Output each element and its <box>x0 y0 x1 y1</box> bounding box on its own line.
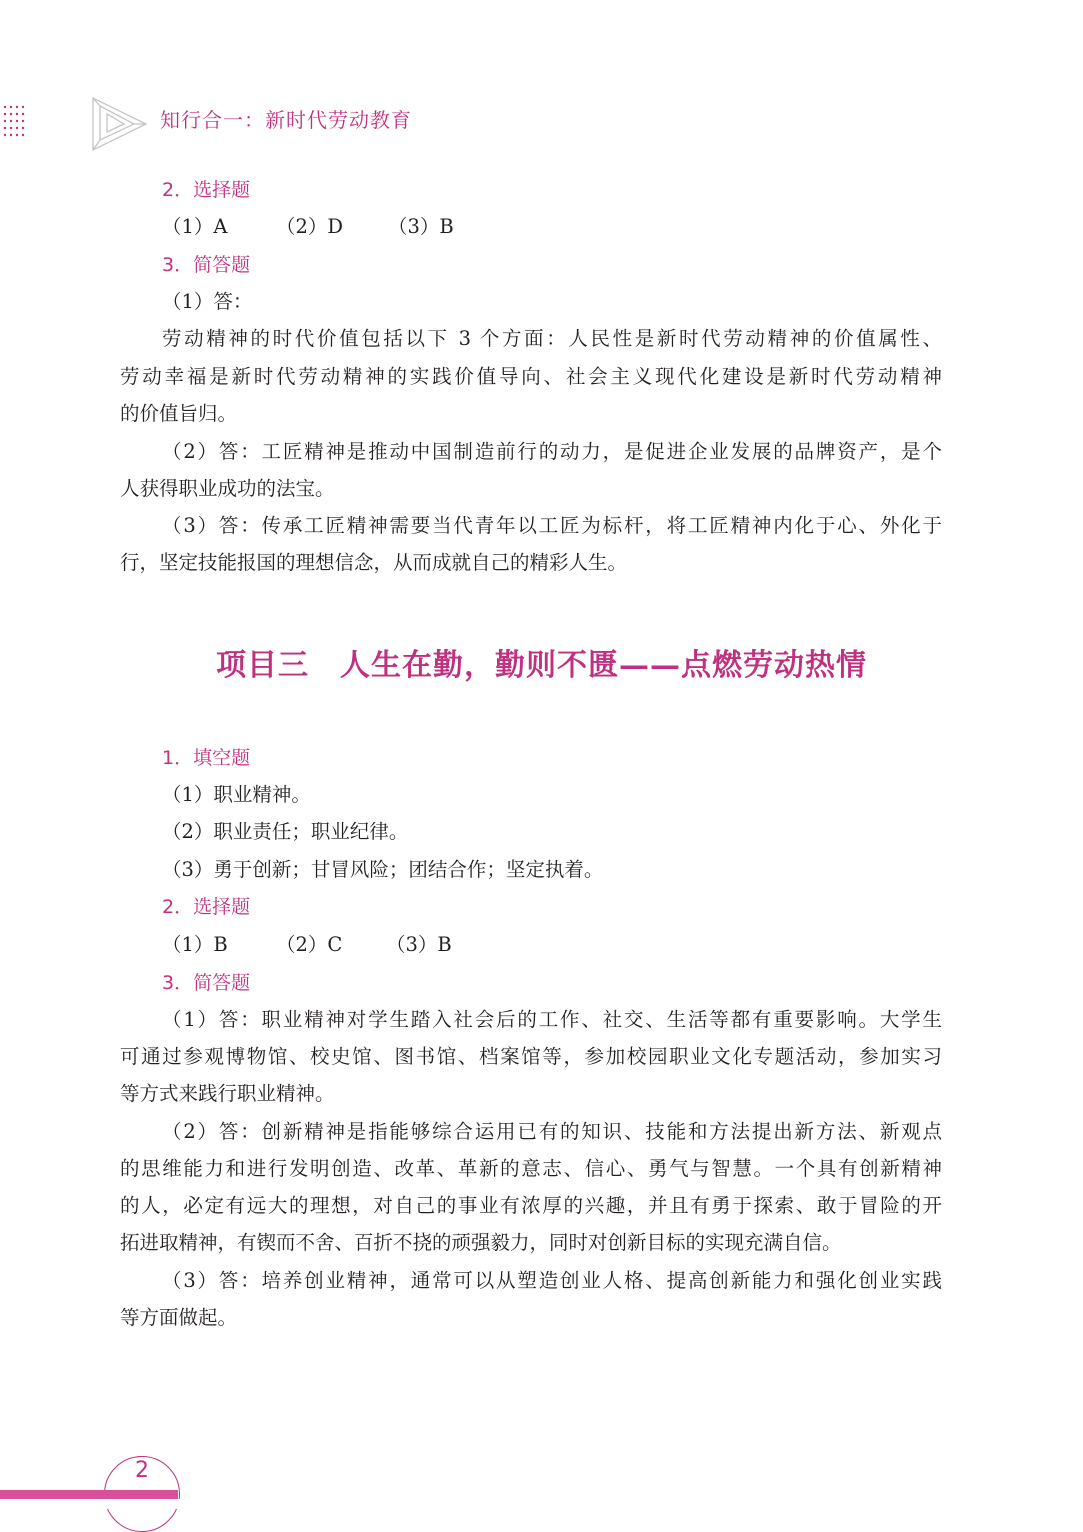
paragraph-line: 的思维能力和进行发明创造、改革、革新的意志、信心、勇气与智慧。一个具有创新精神 <box>120 1157 942 1180</box>
paragraph-line: （3）答：培养创业精神，通常可以从塑造创业人格、提高创新能力和强化创业实践 <box>162 1269 942 1292</box>
paragraph-line: 的人，必定有远大的理想，对自己的事业有浓厚的兴趣，并且有勇于探索、敢于冒险的开 <box>120 1194 942 1217</box>
paragraph-line: 拓进取精神，有锲而不舍、百折不挠的顽强毅力，同时对创新目标的实现充满自信。 <box>120 1231 842 1254</box>
running-header-title: 知行合一：新时代劳动教育 <box>160 108 412 132</box>
paragraph-line: （3）答：传承工匠精神需要当代青年以工匠为标杆，将工匠精神内化于心、外化于 <box>162 514 942 537</box>
short-answer-heading: 3．简答题 <box>162 254 251 276</box>
fill-answer: （1）职业精神。 <box>162 783 311 806</box>
fill-answer: （2）职业责任；职业纪律。 <box>162 820 409 843</box>
choice-answer: （1）A <box>162 215 228 238</box>
dots-decoration-icon <box>2 104 32 144</box>
answer-label: （1）答： <box>162 290 253 313</box>
paragraph-line: （1）答：职业精神对学生踏入社会后的工作、社交、生活等都有重要影响。大学生 <box>162 1008 942 1031</box>
paragraph-line: 人获得职业成功的法宝。 <box>120 477 335 500</box>
paragraph-line: 等方面做起。 <box>120 1306 238 1329</box>
page-number: 2 <box>135 1458 149 1483</box>
section-title: 项目三 人生在勤，勤则不匮——点燃劳动热情 <box>216 648 867 683</box>
fill-answer: （3）勇于创新；甘冒风险；团结合作；坚定执着。 <box>162 858 604 881</box>
paragraph-line: 劳动幸福是新时代劳动精神的实践价值导向、社会主义现代化建设是新时代劳动精神 <box>120 365 942 388</box>
fill-blank-heading: 1．填空题 <box>162 747 251 769</box>
choice-answer: （3）B <box>386 933 452 956</box>
choice-answer: （2）C <box>276 933 343 956</box>
paragraph-line: 可通过参观博物馆、校史馆、图书馆、档案馆等，参加校园职业文化专题活动，参加实习 <box>120 1045 942 1068</box>
paragraph-line: 的价值旨归。 <box>120 402 238 425</box>
choice-heading: 2．选择题 <box>162 179 251 201</box>
choice-answer: （1）B <box>162 933 228 956</box>
triangle-logo-icon <box>90 96 150 152</box>
paragraph-line: 劳动精神的时代价值包括以下 3 个方面：人民性是新时代劳动精神的价值属性、 <box>162 327 942 350</box>
choice-answer: （2）D <box>276 215 344 238</box>
paragraph-line: 等方式来践行职业精神。 <box>120 1082 335 1105</box>
paragraph-line: （2）答：工匠精神是推动中国制造前行的动力，是促进企业发展的品牌资产，是个 <box>162 440 942 463</box>
footer-mask <box>0 1499 200 1509</box>
short-answer-heading: 3．简答题 <box>162 972 251 994</box>
footer-accent-bar <box>0 1490 178 1499</box>
choice-heading: 2．选择题 <box>162 896 251 918</box>
choice-answer: （3）B <box>388 215 454 238</box>
paragraph-line: （2）答：创新精神是指能够综合运用已有的知识、技能和方法提出新方法、新观点 <box>162 1120 942 1143</box>
paragraph-line: 行，坚定技能报国的理想信念，从而成就自己的精彩人生。 <box>120 551 628 574</box>
